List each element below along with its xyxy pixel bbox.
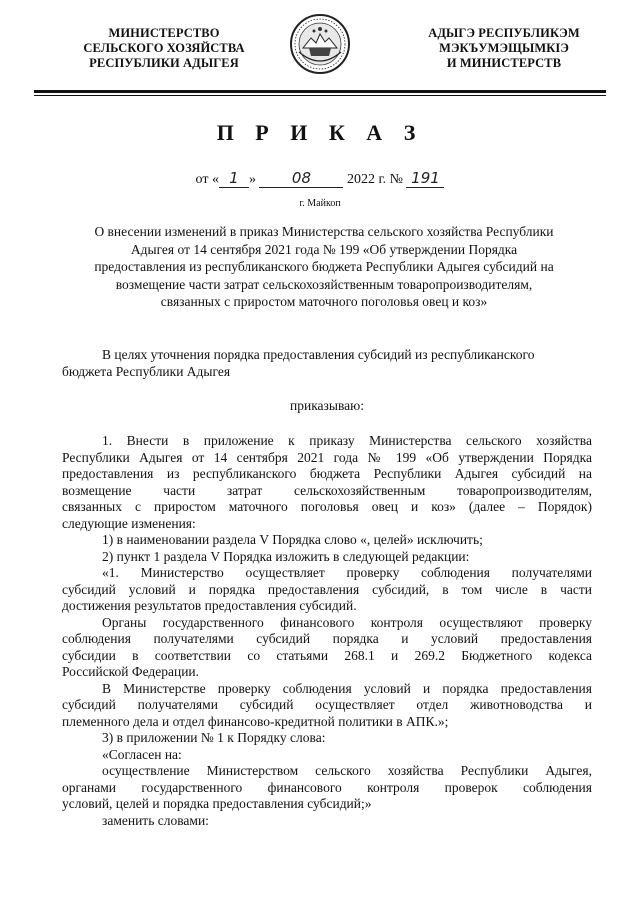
date-from-label: от « xyxy=(195,172,219,187)
body-line: Органы государственного финансового контроля осуществляют проверку xyxy=(102,614,592,630)
city-label: г. Майкоп xyxy=(299,198,341,209)
subject-line: возмещение части затрат сельскохозяйственным товаропроизводителям, xyxy=(115,276,533,292)
body-line: Республики Адыгея от 14 сентября 2021 года № 199 «Об утверждении Порядка xyxy=(62,449,592,465)
body-line: субсидий условий и порядка предоставления субсидий, в том числе в части xyxy=(62,581,592,597)
order-date-line xyxy=(0,170,640,188)
order-subject xyxy=(44,223,604,311)
body-line: Российской Федерации. xyxy=(62,664,200,679)
body-line: субсидий получателями субсидий осуществляет отдел животноводства и xyxy=(62,697,592,712)
subject-line: Адыгея от 14 сентября 2021 года № 199 «Об утверждении Порядка xyxy=(130,241,518,257)
preamble xyxy=(62,347,592,380)
number-sign: № xyxy=(389,172,403,187)
header-line: И МИНИСТЕРСТВ xyxy=(446,56,562,70)
body-line: «Согласен на: xyxy=(102,746,182,762)
subject-line: О внесении изменений в приказ Министерства сельского хозяйства Республики xyxy=(94,224,554,239)
body-line: органами государственного финансового контроля проверок соблюдения xyxy=(62,779,592,795)
body-line: соблюдения получателями субсидий порядка и условий предоставления xyxy=(62,631,592,646)
header-line: МЭКЪУМЭЩЫМКІЭ xyxy=(439,41,569,55)
body-line: субсидии в соответствии со статьями 268.1 и 269.2 Бюджетного кодекса xyxy=(62,647,592,663)
header-line: АДЫГЭ РЕСПУБЛИКЭМ xyxy=(428,26,580,40)
order-word: приказываю: xyxy=(290,398,364,413)
body-line: достижения результатов предоставления субсидий. xyxy=(62,598,357,613)
preamble-line: В целях уточнения порядка предоставления субсидий из республиканского xyxy=(102,347,535,362)
header-divider-thick xyxy=(34,90,606,93)
body-line: связанных с приростом маточного поголовья овец и коз» (далее – Порядок) xyxy=(62,499,592,514)
body-line: 1. Внести в приложение к приказу Министерства сельского хозяйства xyxy=(102,433,592,448)
body-line: условий, целей и порядка предоставления субсидий;» xyxy=(62,796,372,811)
subject-line: предоставления из республиканского бюджета Республики Адыгея субсидий на xyxy=(94,259,554,274)
subject-line: связанных с приростом маточного поголовья овец и коз» xyxy=(160,294,488,309)
header-line: МИНИСТЕРСТВО xyxy=(108,26,220,40)
body-line: В Министерстве проверку соблюдения условий и порядка предоставления xyxy=(102,680,592,696)
body-line: осуществление Министерством сельского хозяйства Республики Адыгея, xyxy=(102,763,592,778)
body-line: предоставления из республиканского бюджета Республики Адыгея субсидий на xyxy=(62,466,592,481)
header-divider-thin xyxy=(34,95,606,96)
ministry-header-russian xyxy=(64,26,264,71)
date-day-handwritten: 1 xyxy=(219,170,249,188)
order-number-handwritten: 191 xyxy=(406,170,444,188)
body-line: «1. Министерство осуществляет проверку соблюдения получателями xyxy=(102,565,592,580)
body-line: племенного дела и отдел финансово-кредитной политики в АПК.»; xyxy=(62,713,449,729)
header-line: РЕСПУБЛИКИ АДЫГЕЯ xyxy=(89,56,239,70)
body-line: 1) в наименовании раздела V Порядка слово «, целей» исключить; xyxy=(102,532,483,547)
body-line: возмещение части затрат сельскохозяйственным товаропроизводителям, xyxy=(62,482,592,498)
header-line: СЕЛЬСКОГО ХОЗЯЙСТВА xyxy=(83,41,245,55)
date-month-handwritten: 08 xyxy=(259,170,343,188)
body-line: 3) в приложении № 1 к Порядку слова: xyxy=(102,730,326,745)
republic-of-adygea-coat-of-arms-icon xyxy=(289,12,351,76)
date-quote-close: » xyxy=(248,172,256,187)
body-line: 2) пункт 1 раздела V Порядка изложить в следующей редакции: xyxy=(102,548,470,564)
document-title: П Р И К А З xyxy=(216,120,424,145)
date-year: 2022 г. xyxy=(346,172,387,187)
body-line: следующие изменения: xyxy=(62,515,196,531)
order-body xyxy=(62,433,592,829)
preamble-line: бюджета Республики Адыгея xyxy=(62,363,231,379)
ministry-header-adyghe xyxy=(404,26,604,71)
body-line: заменить словами: xyxy=(102,812,209,828)
